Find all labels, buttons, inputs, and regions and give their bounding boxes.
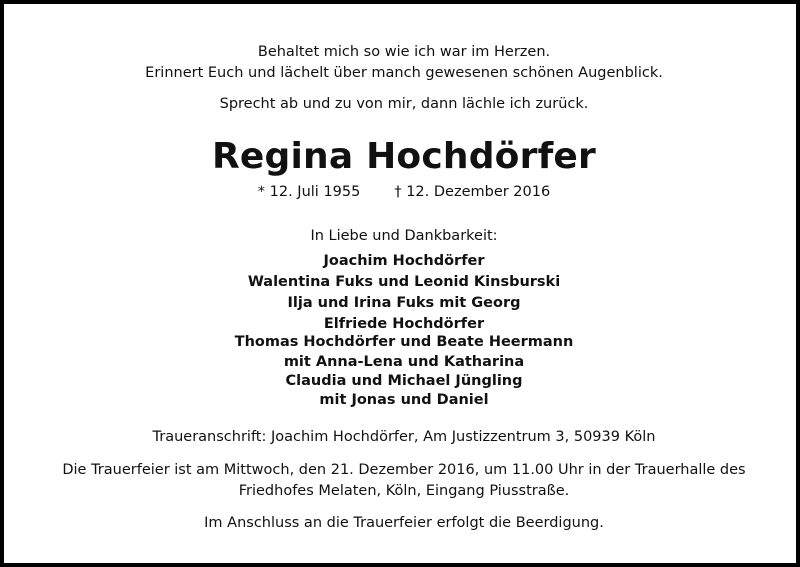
mourning-address: Traueranschrift: Joachim Hochdörfer, Am Justizzentrum 3, 50939 Köln [152, 429, 656, 445]
deceased-name: Regina Hochdörfer [211, 136, 597, 177]
poem-line-1: Behaltet mich so wie ich war im Herzen. [257, 44, 551, 60]
intro-text: In Liebe und Dankbarkeit: [310, 228, 498, 244]
ceremony-line-1: Die Trauerfeier ist am Mittwoch, den 21. Dezember 2016, um 11.00 Uhr in der Trauerhalle des [62, 462, 746, 478]
mourner-line: Claudia und Michael Jüngling [285, 373, 523, 389]
mourner-line: Thomas Hochdörfer und Beate Heermann [234, 334, 574, 350]
mourner-line: mit Anna-Lena und Katharina [283, 354, 525, 370]
mourner-line: Ilja und Irina Fuks mit Georg [287, 295, 521, 311]
mourner-line: Walentina Fuks und Leonid Kinsburski [247, 274, 561, 290]
birth-date: * 12. Juli 1955 [257, 184, 361, 200]
life-dates [4, 182, 800, 202]
ceremony-line-2: Friedhofes Melaten, Köln, Eingang Piusstraße. [238, 483, 570, 499]
mourner-line: mit Jonas und Daniel [319, 392, 489, 408]
poem-line-2: Erinnert Euch und lächelt über manch gewesenen schönen Augenblick. [145, 65, 663, 81]
poem-line-3: Sprecht ab und zu von mir, dann lächle ich zurück. [219, 96, 589, 112]
mourner-line: Elfriede Hochdörfer [323, 316, 485, 332]
mourner-line: Joachim Hochdörfer [323, 253, 485, 269]
death-date: † 12. Dezember 2016 [394, 184, 551, 200]
burial-note: Im Anschluss an die Trauerfeier erfolgt die Beerdigung. [204, 515, 604, 531]
